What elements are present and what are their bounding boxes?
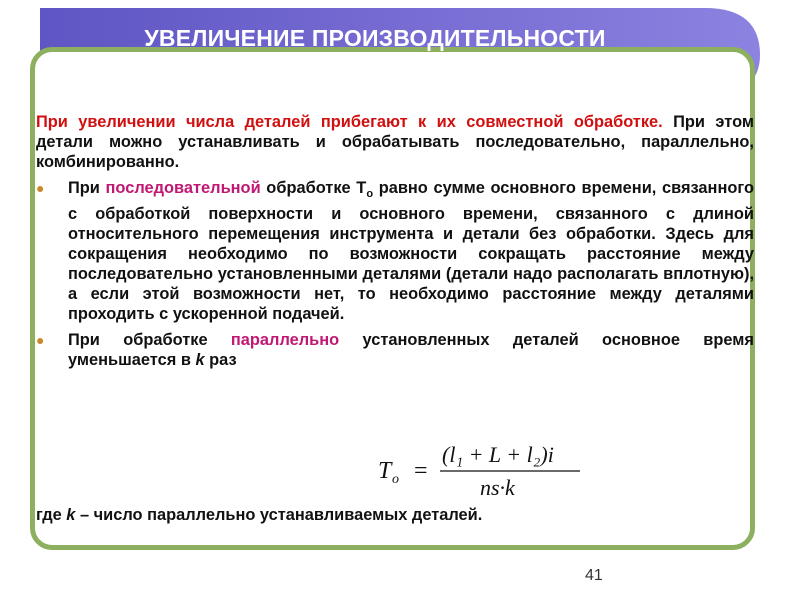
bullet2-before: При обработке — [68, 331, 231, 349]
slide-title — [40, 22, 710, 88]
formula-numerator: (l₁ + L + l₂)i — [442, 442, 554, 467]
bullet-parallel — [36, 330, 754, 370]
bullet2-after: установленных деталей основное время уменьшается в — [68, 331, 754, 369]
bullet2-highlight: параллельно — [230, 331, 340, 349]
formula-denominator: ns·k — [480, 475, 515, 500]
bullet-dot-icon: ● — [36, 180, 45, 196]
formula-lhs-sub: o — [392, 472, 399, 487]
title-line-1: УВЕЛИЧЕНИЕ ПРОИЗВОДИТЕЛЬНОСТИ — [144, 25, 606, 51]
formula-equals: = — [414, 458, 428, 484]
title-line-2: СОВМЕСТНОЙ ОБРАБОТКОЙ ДЕТАЛЕЙ — [147, 58, 603, 84]
bullet1-before: При — [68, 179, 106, 197]
intro-highlight: При увеличении числа деталей прибегают к их совместной обработке. — [36, 113, 663, 131]
footer-note — [36, 506, 736, 525]
intro-rest: При этом детали можно устанавливать и обрабатывать последовательно, параллельно, комбинированно. — [36, 113, 754, 171]
formula — [370, 440, 600, 500]
page-number: 41 — [585, 567, 603, 584]
bullet1-highlight: последовательной — [105, 179, 261, 197]
formula-lhs: T — [378, 458, 392, 484]
bullet2-k: k — [195, 351, 205, 369]
footer-prefix: где — [36, 506, 67, 524]
bullet-dot-icon: ● — [36, 332, 45, 348]
bullet1-after: обработке T — [260, 179, 367, 197]
footer-k: k — [66, 506, 76, 524]
footer-text: – число параллельно устанавливаемых деталей. — [75, 506, 483, 524]
intro-paragraph — [36, 112, 754, 172]
bullet2-tail: раз — [204, 351, 237, 369]
bullet-sequential — [36, 178, 754, 324]
bullet1-rest: равно сумме основного времени, связанного с обработкой поверхности и основного времени, связанного с длиной относительного перемещения инструмента и детали без обработки. Здесь для сокращения необходимо по возможности сокращать расстояние между последовательно установленными деталями (детали надо располагать вплотную), а если этой возможности нет, то необходимо расстояние между деталями проходить с ускоренной подачей. — [68, 179, 754, 323]
slide-content — [36, 112, 754, 376]
bullet1-subscript: о — [366, 188, 374, 200]
